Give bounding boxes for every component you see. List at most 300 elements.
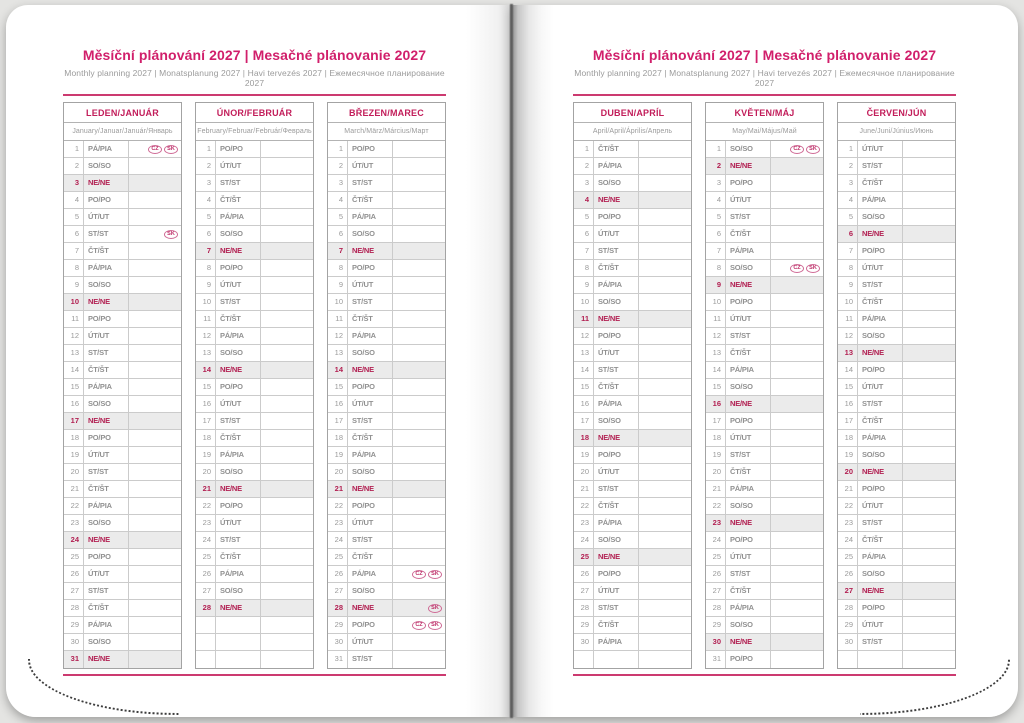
day-name: NE/NE — [216, 481, 261, 497]
day-number: 29 — [574, 617, 594, 633]
day-number: 24 — [838, 532, 858, 548]
day-name: PÁ/PIA — [216, 328, 261, 344]
day-number: 24 — [196, 532, 216, 548]
day-name: PO/PO — [858, 243, 903, 259]
day-row — [706, 549, 823, 566]
notes-cell — [393, 549, 445, 565]
notes-cell — [771, 430, 823, 446]
day-row — [838, 175, 955, 192]
day-number: 13 — [64, 345, 84, 361]
day-name: SO/SO — [594, 413, 639, 429]
day-name: ÚT/UT — [726, 549, 771, 565]
holiday-badge-sk: SK — [164, 145, 178, 154]
notes-cell — [393, 260, 445, 276]
day-row — [196, 294, 313, 311]
notes-cell — [261, 532, 313, 548]
day-number: 1 — [328, 141, 348, 157]
day-row — [574, 515, 691, 532]
day-number: 16 — [706, 396, 726, 412]
notes-cell — [261, 277, 313, 293]
day-number: 26 — [328, 566, 348, 582]
day-row — [574, 481, 691, 498]
day-row — [706, 294, 823, 311]
notes-cell — [771, 634, 823, 650]
notes-cell — [639, 260, 691, 276]
notes-cell — [393, 464, 445, 480]
day-row — [706, 634, 823, 651]
day-name: PO/PO — [216, 260, 261, 276]
day-name: SO/SO — [726, 617, 771, 633]
notes-cell — [129, 379, 181, 395]
day-name: ČT/ŠT — [216, 549, 261, 565]
notes-cell — [129, 141, 181, 157]
notes-cell — [771, 243, 823, 259]
notes-cell — [903, 413, 955, 429]
day-number: 15 — [196, 379, 216, 395]
day-row — [574, 600, 691, 617]
day-name: PÁ/PIA — [726, 362, 771, 378]
day-name: NE/NE — [84, 294, 129, 310]
day-name: SO/SO — [84, 277, 129, 293]
day-number: 29 — [838, 617, 858, 633]
notes-cell — [393, 192, 445, 208]
day-name: PO/PO — [84, 311, 129, 327]
day-name: PO/PO — [726, 413, 771, 429]
day-name: PO/PO — [594, 566, 639, 582]
day-row — [196, 243, 313, 260]
day-name: SO/SO — [216, 345, 261, 361]
day-row — [328, 141, 445, 158]
notes-cell — [393, 600, 445, 616]
day-row — [196, 260, 313, 277]
day-name: ČT/ŠT — [858, 532, 903, 548]
notes-cell — [261, 192, 313, 208]
empty-row — [196, 617, 313, 634]
day-name: ST/ST — [216, 294, 261, 310]
day-number: 23 — [196, 515, 216, 531]
day-number: 11 — [328, 311, 348, 327]
day-name: ČT/ŠT — [216, 311, 261, 327]
day-row — [706, 260, 823, 277]
day-number: 1 — [574, 141, 594, 157]
day-number: 31 — [64, 651, 84, 668]
notes-cell — [771, 175, 823, 191]
day-row — [328, 175, 445, 192]
day-number: 10 — [574, 294, 594, 310]
day-number: 12 — [574, 328, 594, 344]
day-name: PÁ/PIA — [726, 481, 771, 497]
day-row — [328, 362, 445, 379]
day-name: ČT/ŠT — [726, 226, 771, 242]
notes-cell — [639, 600, 691, 616]
day-number: 29 — [64, 617, 84, 633]
day-number: 16 — [838, 396, 858, 412]
notes-cell — [261, 141, 313, 157]
day-name: SO/SO — [726, 498, 771, 514]
day-number: 3 — [838, 175, 858, 191]
day-name: ČT/ŠT — [84, 362, 129, 378]
day-row — [838, 226, 955, 243]
day-number: 22 — [706, 498, 726, 514]
notes-cell — [129, 362, 181, 378]
notes-cell — [393, 226, 445, 242]
day-number: 22 — [574, 498, 594, 514]
perforation-dots — [28, 659, 180, 715]
day-number: 18 — [574, 430, 594, 446]
day-number: 25 — [706, 549, 726, 565]
day-name: ST/ST — [348, 175, 393, 191]
day-row — [838, 549, 955, 566]
day-name: ÚT/UT — [84, 566, 129, 582]
notes-cell — [129, 209, 181, 225]
day-name: ČT/ŠT — [726, 583, 771, 599]
day-number: 23 — [706, 515, 726, 531]
day-row — [64, 617, 181, 634]
day-number: 17 — [196, 413, 216, 429]
day-name: NE/NE — [216, 600, 261, 616]
day-number: 28 — [706, 600, 726, 616]
day-name: PÁ/PIA — [726, 243, 771, 259]
day-name: ÚT/UT — [348, 396, 393, 412]
day-row — [328, 532, 445, 549]
day-name: PÁ/PIA — [216, 447, 261, 463]
day-row — [574, 192, 691, 209]
day-row — [328, 379, 445, 396]
holiday-badge-cz: CZ — [148, 145, 162, 154]
day-row — [706, 413, 823, 430]
notes-cell — [903, 600, 955, 616]
day-row — [574, 158, 691, 175]
day-name: ÚT/UT — [84, 209, 129, 225]
day-row — [838, 260, 955, 277]
day-number: 25 — [328, 549, 348, 565]
day-name: NE/NE — [726, 515, 771, 531]
notes-cell — [903, 498, 955, 514]
notes-cell — [261, 481, 313, 497]
day-row — [64, 549, 181, 566]
day-name: PÁ/PIA — [348, 447, 393, 463]
day-name: PO/PO — [348, 617, 393, 633]
notes-cell — [903, 362, 955, 378]
day-row — [574, 430, 691, 447]
page-title: Měsíční plánování 2027 | Mesačné plánovanie 2027 — [592, 47, 937, 63]
day-row — [838, 413, 955, 430]
day-name: ČT/ŠT — [216, 192, 261, 208]
day-row — [706, 141, 823, 158]
notes-cell — [771, 362, 823, 378]
holiday-badge-sk: SK — [806, 145, 820, 154]
day-number: 2 — [838, 158, 858, 174]
day-number: 13 — [706, 345, 726, 361]
day-row — [64, 311, 181, 328]
day-number: 14 — [574, 362, 594, 378]
notes-cell — [261, 209, 313, 225]
notes-cell — [903, 226, 955, 242]
day-row — [706, 192, 823, 209]
day-row — [838, 328, 955, 345]
notes-cell — [771, 413, 823, 429]
day-row — [838, 532, 955, 549]
day-number: 18 — [328, 430, 348, 446]
day-name: ČT/ŠT — [84, 481, 129, 497]
day-number: 11 — [706, 311, 726, 327]
notes-cell — [129, 328, 181, 344]
day-name: ST/ST — [348, 413, 393, 429]
notes-cell — [261, 600, 313, 616]
day-row — [328, 260, 445, 277]
notes-cell — [639, 294, 691, 310]
notes-cell — [393, 430, 445, 446]
months-grid-left — [63, 102, 446, 669]
day-name: PO/PO — [594, 209, 639, 225]
month-name: BŘEZEN/MAREC — [328, 103, 445, 123]
day-name: ST/ST — [858, 396, 903, 412]
day-number: 20 — [706, 464, 726, 480]
day-name: ČT/ŠT — [858, 294, 903, 310]
notes-cell — [771, 260, 823, 276]
notes-cell — [261, 226, 313, 242]
day-row — [196, 600, 313, 617]
notes-cell — [771, 600, 823, 616]
day-name: NE/NE — [84, 651, 129, 668]
day-name: ST/ST — [216, 413, 261, 429]
day-row — [706, 209, 823, 226]
notes-cell — [261, 396, 313, 412]
notes-cell — [903, 515, 955, 531]
day-number: 30 — [574, 634, 594, 650]
day-number: 22 — [196, 498, 216, 514]
day-name: PÁ/PIA — [858, 192, 903, 208]
notes-cell — [393, 532, 445, 548]
day-row — [328, 345, 445, 362]
day-row — [196, 226, 313, 243]
day-row — [328, 634, 445, 651]
notes-cell — [129, 158, 181, 174]
day-number: 10 — [838, 294, 858, 310]
day-row — [196, 209, 313, 226]
day-number: 24 — [706, 532, 726, 548]
notes-cell — [771, 498, 823, 514]
day-number: 24 — [64, 532, 84, 548]
notes-cell — [903, 617, 955, 633]
notes-cell — [639, 226, 691, 242]
day-number: 12 — [706, 328, 726, 344]
notes-cell — [129, 447, 181, 463]
notes-cell — [129, 583, 181, 599]
book-spine — [510, 4, 513, 718]
notes-cell — [639, 158, 691, 174]
notes-cell — [771, 651, 823, 668]
day-number: 5 — [706, 209, 726, 225]
day-name: PO/PO — [348, 379, 393, 395]
notes-cell — [771, 226, 823, 242]
day-name: PÁ/PIA — [348, 209, 393, 225]
empty-row — [196, 634, 313, 651]
notes-cell — [639, 617, 691, 633]
day-row — [574, 311, 691, 328]
day-number: 22 — [838, 498, 858, 514]
day-number: 4 — [574, 192, 594, 208]
day-row — [196, 311, 313, 328]
day-row — [328, 481, 445, 498]
month-table — [63, 102, 182, 669]
day-row — [706, 345, 823, 362]
day-row — [196, 379, 313, 396]
day-number: 26 — [64, 566, 84, 582]
day-name: SO/SO — [84, 634, 129, 650]
day-name: PO/PO — [216, 141, 261, 157]
notes-cell — [129, 566, 181, 582]
notes-cell — [129, 226, 181, 242]
month-languages: June/Juni/Június/Июнь — [838, 123, 955, 141]
day-row — [706, 430, 823, 447]
notes-cell — [393, 175, 445, 191]
day-row — [196, 413, 313, 430]
day-number: 20 — [196, 464, 216, 480]
day-name: ÚT/UT — [594, 226, 639, 242]
day-name: PÁ/PIA — [594, 634, 639, 650]
day-name: PO/PO — [348, 260, 393, 276]
day-row — [838, 515, 955, 532]
page-title: Měsíční plánování 2027 | Mesačné plánovanie 2027 — [82, 47, 427, 63]
day-number: 19 — [328, 447, 348, 463]
day-name: PÁ/PIA — [348, 566, 393, 582]
day-number: 21 — [64, 481, 84, 497]
day-row — [196, 158, 313, 175]
day-number: 3 — [574, 175, 594, 191]
day-row — [574, 277, 691, 294]
day-name: ČT/ŠT — [594, 260, 639, 276]
day-number: 19 — [64, 447, 84, 463]
day-number: 26 — [196, 566, 216, 582]
day-number: 20 — [64, 464, 84, 480]
notes-cell — [903, 532, 955, 548]
notes-cell — [129, 413, 181, 429]
day-row — [64, 158, 181, 175]
day-row — [196, 345, 313, 362]
day-number: 18 — [838, 430, 858, 446]
day-name: PÁ/PIA — [348, 328, 393, 344]
day-name: NE/NE — [858, 345, 903, 361]
day-name: ST/ST — [726, 209, 771, 225]
day-name: ČT/ŠT — [348, 311, 393, 327]
day-number — [574, 651, 594, 668]
day-number: 2 — [328, 158, 348, 174]
notes-cell — [261, 362, 313, 378]
day-number: 28 — [574, 600, 594, 616]
day-number: 26 — [706, 566, 726, 582]
day-number: 21 — [706, 481, 726, 497]
notes-cell — [393, 583, 445, 599]
day-row — [574, 413, 691, 430]
day-name: ST/ST — [858, 515, 903, 531]
day-row — [328, 600, 445, 617]
month-name: KVĚTEN/MÁJ — [706, 103, 823, 123]
day-number: 9 — [196, 277, 216, 293]
header-rule — [573, 94, 956, 96]
day-row — [328, 396, 445, 413]
notes-cell — [771, 379, 823, 395]
day-row — [64, 600, 181, 617]
holiday-badge-sk: SK — [428, 621, 442, 630]
day-name: NE/NE — [594, 549, 639, 565]
day-row — [838, 362, 955, 379]
day-row — [706, 226, 823, 243]
day-number: 1 — [706, 141, 726, 157]
holiday-badge-sk: SK — [806, 264, 820, 273]
day-number: 4 — [706, 192, 726, 208]
day-name: NE/NE — [216, 243, 261, 259]
day-row — [328, 651, 445, 668]
day-row — [196, 566, 313, 583]
day-row — [706, 515, 823, 532]
day-name: ST/ST — [858, 634, 903, 650]
day-name: SO/SO — [594, 532, 639, 548]
notes-cell — [639, 515, 691, 531]
day-number: 8 — [64, 260, 84, 276]
day-row — [64, 345, 181, 362]
notes-cell — [639, 566, 691, 582]
day-row — [706, 379, 823, 396]
notes-cell — [393, 566, 445, 582]
month-languages: May/Mai/Május/Май — [706, 123, 823, 141]
day-number: 4 — [196, 192, 216, 208]
day-row — [706, 600, 823, 617]
day-name: ÚT/UT — [726, 192, 771, 208]
notes-cell — [903, 141, 955, 157]
notes-cell — [903, 277, 955, 293]
day-name: NE/NE — [726, 277, 771, 293]
day-name: ÚT/UT — [858, 617, 903, 633]
day-row — [574, 634, 691, 651]
notes-cell — [639, 141, 691, 157]
day-number: 5 — [328, 209, 348, 225]
day-number: 14 — [706, 362, 726, 378]
notes-cell — [393, 209, 445, 225]
notes-cell — [261, 311, 313, 327]
day-number: 25 — [64, 549, 84, 565]
day-row — [64, 634, 181, 651]
day-name: SO/SO — [348, 464, 393, 480]
day-row — [64, 498, 181, 515]
notes-cell — [393, 413, 445, 429]
day-name: ST/ST — [84, 226, 129, 242]
day-name: SO/SO — [726, 379, 771, 395]
notes-cell — [903, 464, 955, 480]
notes-cell — [639, 651, 691, 668]
day-number — [196, 634, 216, 650]
day-row — [196, 464, 313, 481]
day-name — [216, 634, 261, 650]
day-row — [64, 481, 181, 498]
day-number: 14 — [196, 362, 216, 378]
day-number: 8 — [196, 260, 216, 276]
month-name: LEDEN/JANUÁR — [64, 103, 181, 123]
notes-cell — [393, 498, 445, 514]
notes-cell — [639, 481, 691, 497]
day-number: 23 — [64, 515, 84, 531]
notes-cell — [903, 345, 955, 361]
notes-cell — [639, 532, 691, 548]
perforation-dots — [860, 659, 1010, 715]
day-name: PÁ/PIA — [216, 566, 261, 582]
day-row — [196, 396, 313, 413]
notes-cell — [639, 549, 691, 565]
notes-cell — [129, 481, 181, 497]
day-number: 28 — [838, 600, 858, 616]
day-row — [328, 277, 445, 294]
day-row — [328, 566, 445, 583]
